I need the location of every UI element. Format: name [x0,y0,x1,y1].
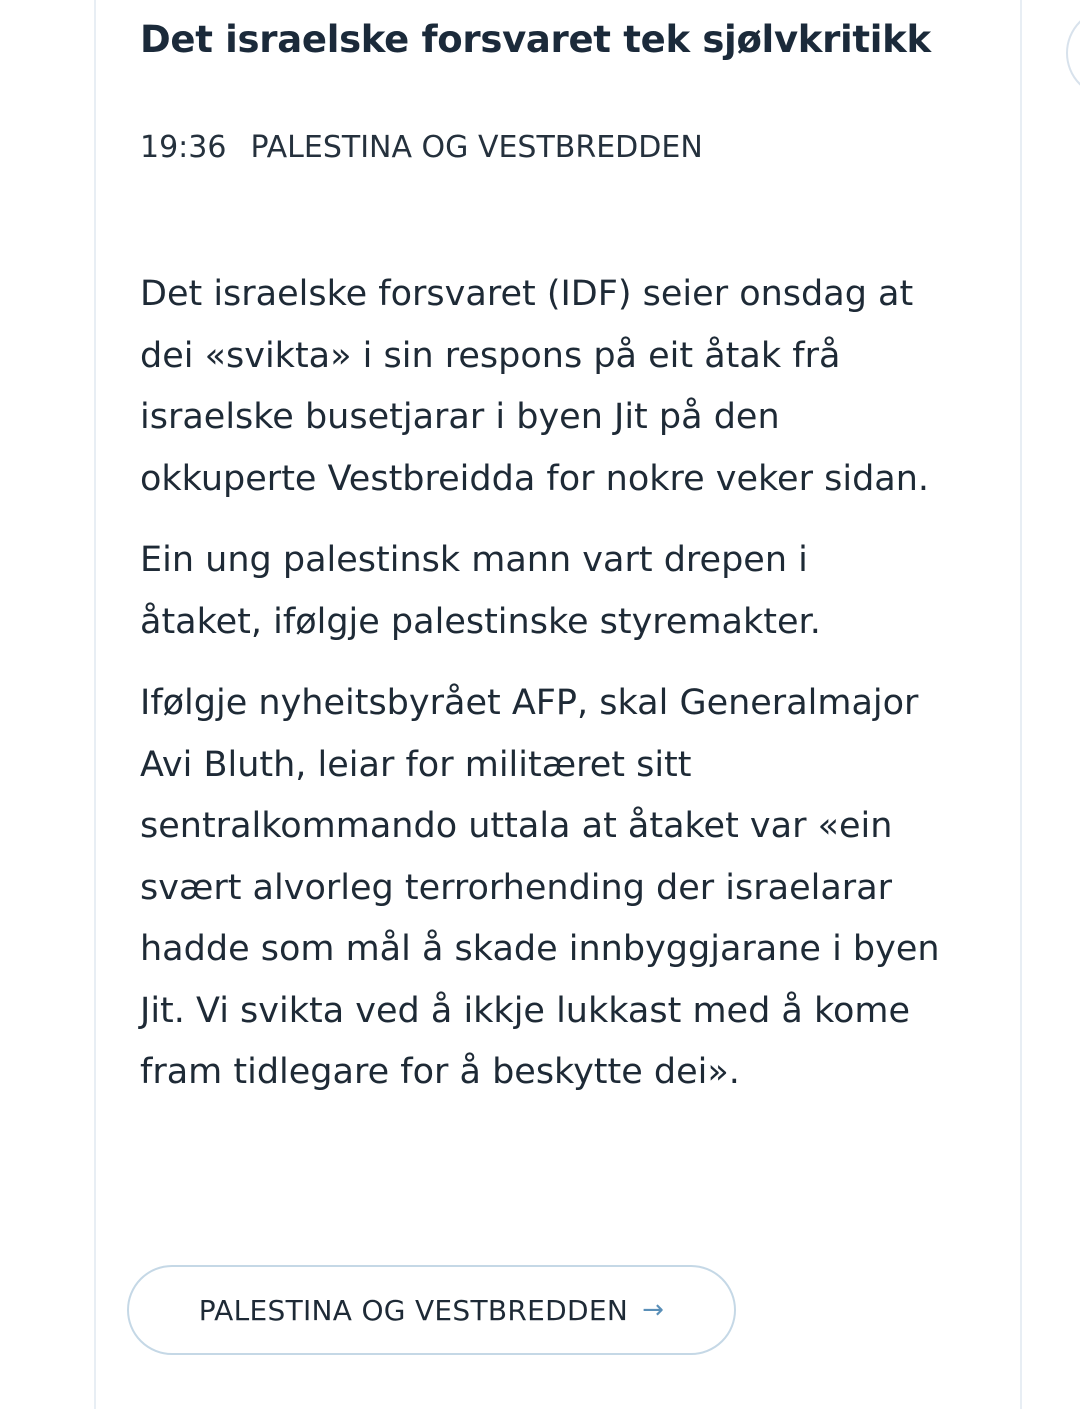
topic-link-label: PALESTINA OG VESTBREDDEN [198,1293,629,1327]
paragraph-2: Ein ung palestinsk mann vart drepen i åtaket, ifølgje palestinske styremakter. [140,540,821,642]
article-headline: Det israelske forsvaret tek sjølvkritikk [140,18,931,61]
side-circle-button[interactable] [1066,8,1080,98]
topic-link-button[interactable] [127,1265,736,1355]
article-body [140,264,940,1124]
paragraph-3: Ifølgje nyheitsbyrået AFP, skal Generalmajor Avi Bluth, leiar for militæret sitt sentralkommando uttala at åtaket var «ein svært alvorleg terrorhending der israelarar hadde som mål å skade innbyggjarane i byen Jit. Vi svikta ved å ikkje lukkast med å kome fram tidlegare for å beskytte dei». [140,683,940,1092]
article-meta [140,126,703,170]
article-category: PALESTINA OG VESTBREDDEN [250,130,703,165]
publish-time: 19:36 [140,130,227,165]
arrow-right-icon: → [642,1295,665,1325]
paragraph-1: Det israelske forsvaret (IDF) seier onsdag at dei «svikta» i sin respons på eit åtak frå israelske busetjarar i byen Jit på den okkuperte Vestbreidda for nokre veker sidan. [140,274,930,499]
